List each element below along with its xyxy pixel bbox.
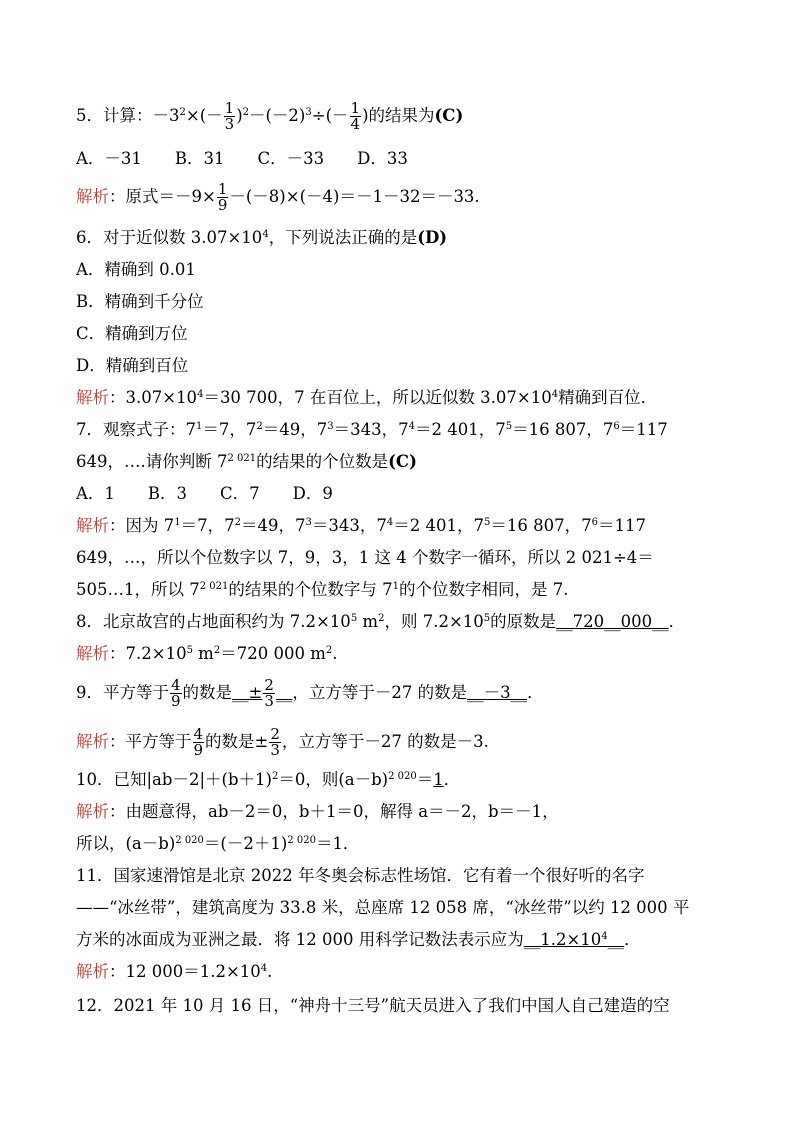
answer-blank: $\_\_1.2\times 10^4\_\_$ <box>523 930 625 949</box>
solution-label: 解析 <box>76 732 109 751</box>
q9-stem: 9．平方等于 $\frac{4}{9}$ 的数是__± $\frac{2}{3}$ __，立方等于－27 的数是__－3__． <box>76 676 544 710</box>
q7-stem-line2: 649，….请你判断 $7^{2 021}$的结果的个位数是(C) <box>76 452 417 471</box>
solution-label: 解析 <box>76 644 109 663</box>
q5-solution: 解析：原式＝－9× $\frac{1}{9}$ －(－8)×(－4)＝－1－32＝－33. <box>76 180 480 214</box>
q9-solution: 解析：平方等于 $\frac{4}{9}$ 的数是± $\frac{2}{3}$ ，立方等于－27 的数是－3. <box>76 725 489 759</box>
q11-solution: 解析：12 $000=1.2\times 10^4$. <box>76 962 273 981</box>
q6-solution: 解析：$3.07\times 10^4=30$ 700，7 在百位上，所以近似数 $3.07\times 10^4$精确到百位． <box>76 388 658 407</box>
q7-options: A．1 B．3 C．7 D．9 <box>76 484 333 503</box>
fraction: $\frac{1}{4}$ <box>350 99 361 133</box>
q5-options: A．－31 B．31 C．－33 D．33 <box>76 149 408 168</box>
q6-option-b: B．精确到千分位 <box>76 292 204 311</box>
q6-option-c: C．精确到万位 <box>76 324 188 343</box>
q8-solution: 解析：$7.2\times 10^5$ $m^2=720$ 000 $m^2$. <box>76 644 338 663</box>
q12-stem-line1: 12．2021 年 10 月 16 日，“神舟十三号”航天员进入了我们中国人自己建造的空 <box>76 996 670 1015</box>
fraction: $\frac{1}{3}$ <box>224 99 235 133</box>
q7-solution-line3: 505…1，所以 $7^{2 021}$的结果的个位数字与 $7^1$的个位数字相同，是 7. <box>76 580 569 599</box>
solution-label: 解析 <box>76 187 109 206</box>
fraction: $\frac{1}{9}$ <box>217 180 228 214</box>
fraction: $\frac{2}{3}$ <box>264 676 274 710</box>
q8-stem: 8．北京故宫的占地面积约为 $7.2\times 10^5$ $m^2$，则 $7.2\times 10^5$的原数是__720__000__． <box>76 612 686 631</box>
solution-label: 解析 <box>76 516 109 535</box>
q6-stem: 6．对于近似数 $3.07\times 10^4$，下列说法正确的是(D) <box>76 228 448 247</box>
solution-label: 解析 <box>76 802 109 821</box>
answer-blank: __± $\frac{2}{3}$ __ <box>232 676 293 710</box>
fraction: $\frac{2}{3}$ <box>270 725 280 759</box>
q6-option-a: A．精确到 0.01 <box>76 260 196 279</box>
answer-blank: __720__000__ <box>556 612 669 631</box>
q11-stem-line2: ——“冰丝带”，建筑高度为 33.8 米，总座席 12 058 席，“冰丝带”以约 12 000 平 <box>76 898 690 917</box>
fraction: $\frac{4}{9}$ <box>193 725 204 759</box>
solution-label: 解析 <box>76 962 109 981</box>
solution-label: 解析 <box>76 388 109 407</box>
q10-solution-line2: 所以，$(a-b)^{2 020}=(-2+1)^{2 020}=1$． <box>76 834 360 853</box>
q10-stem: 10．已知$|ab-2|+(b+1)^2=0$，则$(a-b)^{2 020}=1$． <box>76 770 461 789</box>
q11-stem-line3: 方米的冰面成为亚洲之最．将 12 000 用科学记数法表示应为$\_\_1.2\times 10^4\_\_$． <box>76 930 641 949</box>
q7-solution-line2: 649，…，所以个位数字以 7，9，3，1 这 4 个数字一循环，所以 2 021÷4＝ <box>76 548 654 567</box>
q11-stem-line1: 11．国家速滑馆是北京 2022 年冬奥会标志性场馆．它有着一个很好听的名字 <box>76 866 645 885</box>
answer-blank: __－3__ <box>467 683 528 702</box>
q6-option-d: D．精确到百位 <box>76 356 189 375</box>
q10-solution-line1: 解析：由题意得，ab－2＝0，b＋1＝0，解得 a＝－2，b＝－1， <box>76 802 559 821</box>
answer-blank: 1 <box>433 770 444 789</box>
q7-stem-line1: 7．观察式子：$7^1=7$，$7^2=49$，$7^3=343$，$7^4=2$ 401，$7^5=16$ 807，$7^6=117$ <box>76 420 668 439</box>
fraction: $\frac{4}{9}$ <box>171 676 181 710</box>
q7-solution-line1: 解析：因为 $7^1=7$，$7^2=49$，$7^3=343$，$7^4=2$ 401，$7^5=16$ 807，$7^6=117$ <box>76 516 646 535</box>
q5-stem: 5．计算：$-3^2\times(-$ $\frac{1}{3}$ )$^2-(-2)^3\div(-$ $\frac{1}{4}$ )的结果为(C) <box>76 99 464 133</box>
